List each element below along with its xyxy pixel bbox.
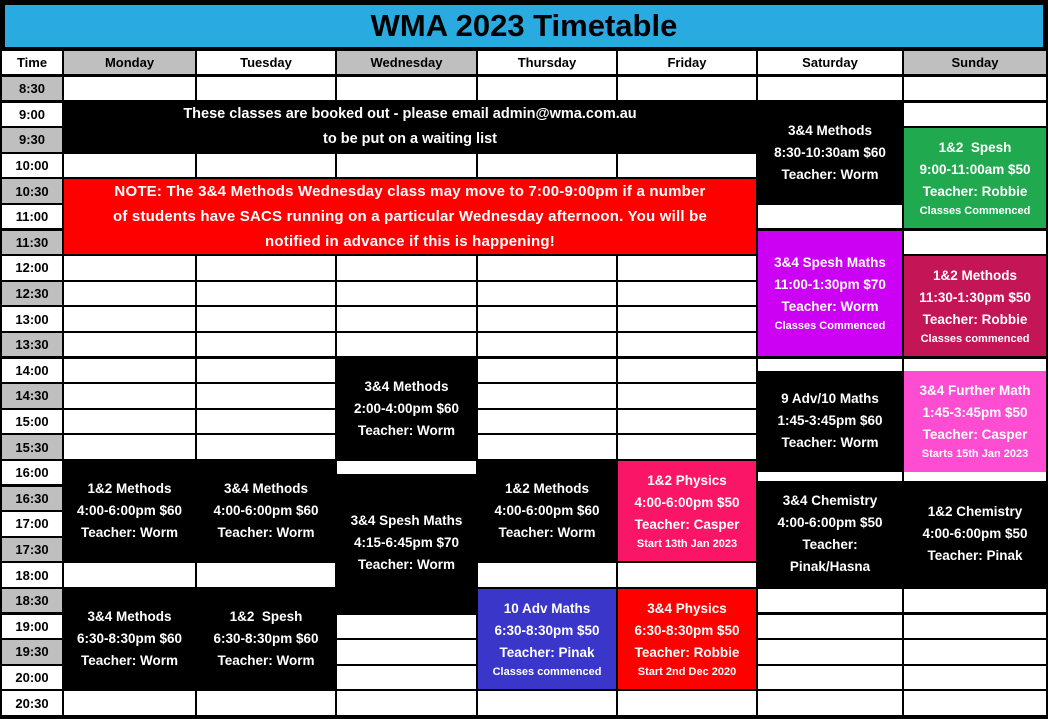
- class-block-line: 2:00-4:00pm $60: [353, 400, 460, 416]
- class-block-line: 4:00-6:00pm $50: [922, 526, 1028, 542]
- grid-cell-saturday-1900: [758, 615, 902, 638]
- class-block-line: 8:30-10:30am $60: [774, 144, 886, 160]
- class-block-line: Teacher: Pinak: [927, 548, 1023, 564]
- class-sun-34-further-math: [904, 371, 1046, 471]
- time-label-1300: 13:00: [2, 307, 62, 330]
- grid-cell-sunday-2030: [904, 691, 1046, 714]
- class-block-line: Classes Commenced: [774, 319, 886, 332]
- grid-cell-sunday-1930: [904, 640, 1046, 663]
- grid-cell-wednesday-1930: [337, 640, 476, 663]
- class-block-line: Teacher: Worm: [357, 422, 456, 438]
- grid-cell-friday-2030: [618, 691, 756, 714]
- grid-cell-tuesday-1430: [197, 384, 335, 407]
- class-block-line: Teacher: Worm: [217, 525, 315, 541]
- class-block-line: Teacher:: [802, 537, 858, 553]
- grid-cell-friday-1200: [618, 256, 756, 279]
- class-block-line: Teacher: Worm: [781, 435, 879, 451]
- grid-cell-saturday-830: [758, 77, 902, 100]
- grid-cell-friday-1430: [618, 384, 756, 407]
- grid-cell-wednesday-830: [337, 77, 476, 100]
- class-block-line: 1&2 Spesh: [229, 609, 303, 625]
- time-label-830: 8:30: [2, 77, 62, 100]
- class-block-line: of students have SACS running on a particular Wednesday afternoon. You will be: [112, 208, 707, 226]
- class-mon-12-methods: [64, 461, 195, 561]
- class-sat-34-methods: [758, 103, 902, 203]
- class-block-line: Teacher: Robbie: [922, 311, 1028, 327]
- class-block-line: Teacher: Worm: [357, 557, 456, 573]
- grid-cell-friday-1500: [618, 410, 756, 433]
- time-label-1730: 17:30: [2, 538, 62, 561]
- class-block-line: Teacher: Pinak: [499, 644, 595, 660]
- time-label-1200: 12:00: [2, 256, 62, 279]
- class-block-line: 9 Adv/10 Maths: [781, 391, 879, 407]
- class-block-line: 3&4 Spesh Maths: [774, 254, 886, 270]
- class-block-line: 3&4 Methods: [364, 378, 449, 394]
- class-block-line: 4:00-6:00pm $60: [76, 503, 183, 519]
- class-block-line: Classes commenced: [920, 332, 1030, 345]
- class-block-line: These classes are booked out - please email admin@wma.com.au: [183, 106, 637, 123]
- grid-cell-wednesday-1300: [337, 307, 476, 330]
- grid-cell-thursday-1400: [478, 359, 616, 382]
- grid-cell-tuesday-1300: [197, 307, 335, 330]
- class-block-line: 3&4 Methods: [787, 122, 872, 138]
- class-block-line: 11:00-1:30pm $70: [774, 276, 886, 292]
- class-block-line: Teacher: Worm: [80, 525, 179, 541]
- time-label-1800: 18:00: [2, 563, 62, 586]
- class-sun-12-chemistry: [904, 481, 1046, 586]
- class-sun-12-spesh: [904, 128, 1046, 228]
- note-sacs-warning: [64, 179, 756, 254]
- class-tue-34-methods: [197, 461, 335, 561]
- class-block-line: Teacher: Robbie: [634, 644, 740, 660]
- grid-cell-monday-1530: [64, 435, 195, 458]
- class-block-line: 11:30-1:30pm $50: [919, 289, 1031, 305]
- grid-cell-tuesday-830: [197, 77, 335, 100]
- class-block-line: Teacher: Robbie: [922, 183, 1028, 199]
- grid-cell-sunday-2000: [904, 666, 1046, 689]
- day-header-tuesday: Tuesday: [197, 51, 335, 74]
- class-block-line: 1&2 Chemistry: [927, 504, 1023, 520]
- grid-cell-monday-1430: [64, 384, 195, 407]
- time-label-1400: 14:00: [2, 359, 62, 382]
- class-thu-10-adv-maths: [478, 589, 616, 689]
- class-block-line: to be put on a waiting list: [323, 131, 497, 148]
- class-block-line: 1&2 Methods: [87, 481, 172, 497]
- time-label-1600: 16:00: [2, 461, 62, 484]
- class-block-line: 9:00-11:00am $50: [919, 161, 1031, 177]
- grid-cell-sunday-1130: [904, 231, 1046, 254]
- class-block-line: Start 13th Jan 2023: [636, 537, 738, 550]
- class-block-line: Pinak/Hasna: [789, 559, 871, 575]
- time-label-1230: 12:30: [2, 282, 62, 305]
- grid-cell-tuesday-1330: [197, 333, 335, 356]
- time-label-1530: 15:30: [2, 435, 62, 458]
- grid-cell-friday-1400: [618, 359, 756, 382]
- grid-cell-sunday-830: [904, 77, 1046, 100]
- grid-cell-tuesday-1230: [197, 282, 335, 305]
- grid-cell-sunday-1830: [904, 589, 1046, 612]
- grid-cell-saturday-2000: [758, 666, 902, 689]
- class-block-line: Start 2nd Dec 2020: [637, 665, 737, 678]
- class-block-line: Teacher: Worm: [80, 653, 179, 669]
- class-block-line: 1&2 Spesh: [938, 139, 1012, 155]
- grid-cell-thursday-1000: [478, 154, 616, 177]
- grid-cell-monday-1500: [64, 410, 195, 433]
- grid-cell-thursday-1200: [478, 256, 616, 279]
- class-block-line: 4:00-6:00pm $50: [777, 515, 883, 531]
- grid-cell-tuesday-1530: [197, 435, 335, 458]
- class-block-line: Starts 15th Jan 2023: [921, 447, 1029, 460]
- grid-cell-sunday-900: [904, 103, 1046, 126]
- grid-cell-wednesday-2000: [337, 666, 476, 689]
- grid-cell-friday-830: [618, 77, 756, 100]
- grid-cell-friday-1530: [618, 435, 756, 458]
- grid-cell-monday-1230: [64, 282, 195, 305]
- grid-cell-wednesday-1200: [337, 256, 476, 279]
- class-block-line: NOTE: The 3&4 Methods Wednesday class may move to 7:00-9:00pm if a number: [114, 183, 706, 201]
- class-block-line: 1&2 Physics: [647, 472, 727, 488]
- grid-cell-thursday-1330: [478, 333, 616, 356]
- class-fri-12-physics: [618, 461, 756, 561]
- class-block-line: 4:00-6:00pm $60: [213, 503, 319, 519]
- time-label-1430: 14:30: [2, 384, 62, 407]
- grid-cell-wednesday-1000: [337, 154, 476, 177]
- day-header-monday: Monday: [64, 51, 195, 74]
- time-label-2030: 20:30: [2, 691, 62, 714]
- class-block-line: Classes Commenced: [919, 204, 1031, 217]
- day-header-wednesday: Wednesday: [337, 51, 476, 74]
- time-label-1000: 10:00: [2, 154, 62, 177]
- class-wed-34-methods: [337, 359, 476, 459]
- grid-cell-friday-1330: [618, 333, 756, 356]
- class-block-line: 6:30-8:30pm $50: [494, 622, 600, 638]
- class-block-line: 6:30-8:30pm $60: [213, 631, 319, 647]
- grid-cell-thursday-1230: [478, 282, 616, 305]
- time-label-1830: 18:30: [2, 589, 62, 612]
- grid-cell-thursday-830: [478, 77, 616, 100]
- grid-cell-wednesday-2030: [337, 691, 476, 714]
- class-block-line: 3&4 Physics: [647, 600, 727, 616]
- class-sun-12-methods: [904, 256, 1046, 356]
- class-block-line: 1:45-3:45pm $60: [777, 413, 883, 429]
- grid-cell-saturday-1930: [758, 640, 902, 663]
- class-block-line: Teacher: Worm: [498, 525, 596, 541]
- class-block-line: 3&4 Methods: [223, 481, 308, 497]
- class-block-line: 1:45-3:45pm $50: [922, 404, 1028, 420]
- grid-cell-tuesday-1400: [197, 359, 335, 382]
- grid-cell-saturday-1830: [758, 589, 902, 612]
- class-block-line: 4:15-6:45pm $70: [353, 535, 460, 551]
- class-block-line: 6:30-8:30pm $60: [76, 631, 183, 647]
- time-label-1100: 11:00: [2, 205, 62, 228]
- class-wed-34-spesh-maths: [337, 474, 476, 613]
- grid-cell-wednesday-1900: [337, 615, 476, 638]
- time-label-900: 9:00: [2, 103, 62, 126]
- class-block-line: 1&2 Methods: [932, 267, 1017, 283]
- class-block-line: Teacher: Worm: [781, 298, 879, 314]
- class-block-line: 3&4 Spesh Maths: [350, 513, 463, 529]
- grid-cell-sunday-1900: [904, 615, 1046, 638]
- grid-cell-monday-1000: [64, 154, 195, 177]
- time-header: Time: [2, 51, 62, 74]
- grid-cell-thursday-1800: [478, 563, 616, 586]
- time-label-1630: 16:30: [2, 487, 62, 510]
- grid-cell-monday-1800: [64, 563, 195, 586]
- grid-cell-saturday-1100: [758, 205, 902, 228]
- grid-cell-friday-1800: [618, 563, 756, 586]
- class-block-line: Teacher: Casper: [634, 516, 740, 532]
- class-thu-12-methods: [478, 461, 616, 561]
- grid-cell-monday-1300: [64, 307, 195, 330]
- class-block-line: notified in advance if this is happening!: [265, 233, 555, 251]
- page-title: WMA 2023 Timetable: [2, 2, 1046, 50]
- grid-cell-monday-1330: [64, 333, 195, 356]
- class-block-line: 4:00-6:00pm $60: [494, 503, 600, 519]
- grid-cell-thursday-1500: [478, 410, 616, 433]
- grid-cell-thursday-1530: [478, 435, 616, 458]
- grid-cell-friday-1000: [618, 154, 756, 177]
- grid-cell-tuesday-2030: [197, 691, 335, 714]
- time-label-1930: 19:30: [2, 640, 62, 663]
- class-block-line: Teacher: Worm: [781, 166, 879, 182]
- grid-cell-thursday-1300: [478, 307, 616, 330]
- class-block-line: 3&4 Further Math: [919, 382, 1031, 398]
- class-block-line: 3&4 Methods: [87, 609, 172, 625]
- class-block-line: Teacher: Worm: [217, 653, 315, 669]
- time-label-1700: 17:00: [2, 512, 62, 535]
- grid-cell-monday-1400: [64, 359, 195, 382]
- day-header-sunday: Sunday: [904, 51, 1046, 74]
- class-block-line: Teacher: Casper: [922, 426, 1028, 442]
- grid-cell-monday-830: [64, 77, 195, 100]
- class-block-line: 10 Adv Maths: [503, 600, 591, 616]
- grid-cell-monday-1200: [64, 256, 195, 279]
- grid-cell-tuesday-1800: [197, 563, 335, 586]
- time-label-2000: 20:00: [2, 666, 62, 689]
- grid-cell-wednesday-1330: [337, 333, 476, 356]
- day-header-saturday: Saturday: [758, 51, 902, 74]
- class-block-line: Classes commenced: [492, 665, 602, 678]
- time-label-1330: 13:30: [2, 333, 62, 356]
- time-label-1130: 11:30: [2, 231, 62, 254]
- class-block-line: 1&2 Methods: [504, 481, 589, 497]
- class-block-line: 6:30-8:30pm $50: [634, 622, 740, 638]
- grid-cell-tuesday-1000: [197, 154, 335, 177]
- grid-cell-wednesday-1230: [337, 282, 476, 305]
- class-block-line: 4:00-6:00pm $50: [634, 494, 740, 510]
- day-header-thursday: Thursday: [478, 51, 616, 74]
- grid-cell-friday-1300: [618, 307, 756, 330]
- grid-cell-monday-2030: [64, 691, 195, 714]
- class-block-line: 3&4 Chemistry: [782, 493, 878, 509]
- grid-cell-saturday-2030: [758, 691, 902, 714]
- class-sat-34-chemistry: [758, 481, 902, 586]
- grid-cell-tuesday-1500: [197, 410, 335, 433]
- class-sat-34-spesh-maths: [758, 231, 902, 357]
- grid-cell-tuesday-1200: [197, 256, 335, 279]
- grid-cell-thursday-2030: [478, 691, 616, 714]
- notice-booked-out: [64, 103, 756, 152]
- day-header-friday: Friday: [618, 51, 756, 74]
- time-label-930: 9:30: [2, 128, 62, 151]
- time-label-1900: 19:00: [2, 615, 62, 638]
- class-mon-34-methods: [64, 589, 195, 689]
- time-label-1500: 15:00: [2, 410, 62, 433]
- class-sat-9adv-10-maths: [758, 371, 902, 471]
- grid-cell-friday-1230: [618, 282, 756, 305]
- grid-cell-thursday-1430: [478, 384, 616, 407]
- time-label-1030: 10:30: [2, 179, 62, 202]
- class-fri-34-physics: [618, 589, 756, 689]
- class-tue-12-spesh: [197, 589, 335, 689]
